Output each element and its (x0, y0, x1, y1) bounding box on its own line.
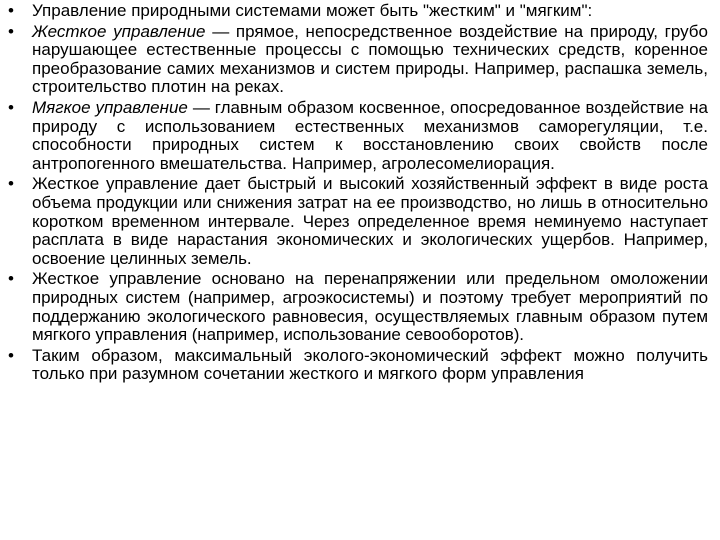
bullet-text: Жесткое управление дает быстрый и высокий хозяйственный эффект в виде роста объема продукции или снижения затрат на ее производство, но лишь в относительно коротком временном интервале. Через определенное время неминуемо наступает расплата в виде нарастания экономических и экологических ущербов. Например, освоение целинных земель. (32, 174, 708, 268)
definition-hard-management: — прямое, непосредственное воздействие на природу, грубо нарушающее естественные процессы с помощью технических средств, коренное преобразование самих механизмов и систем природы. Например, распашка земель, строительство плотин на реках. (32, 21, 708, 97)
bullet-item-hard-effect (8, 175, 708, 268)
bullet-icon: • (8, 269, 14, 289)
bullet-item-soft-management (8, 99, 708, 173)
term-hard-management: Жесткое управление (32, 21, 206, 41)
bullet-icon: • (8, 97, 14, 117)
bullet-icon: • (8, 345, 14, 365)
bullet-item-intro (8, 2, 708, 21)
bullet-icon: • (8, 21, 14, 41)
bullet-icon: • (8, 174, 14, 194)
bullet-item-hard-management (8, 23, 708, 97)
bullet-item-conclusion (8, 347, 708, 384)
bullet-text (32, 23, 708, 97)
bullet-text: Управление природными системами может быть "жестким" и "мягким": (32, 1, 593, 20)
definition-soft-management: — главным образом косвенное, опосредованное воздействие на природу с использованием естественных механизмов саморегуляции, т.е. способности природных систем к восстановлению своих свойств после антропогенного вмешательства. Например, агролесомелиорация. (32, 97, 708, 173)
bullet-text: Таким образом, максимальный эколого-экономический эффект можно получить только при разумном сочетании жесткого и мягкого форм управления (32, 345, 708, 384)
bullet-text: Жесткое управление основано на перенапряжении или предельном омоложении природных систем (например, агроэкосистемы) и поэтому требует мероприятий по поддержанию экологического равновесия, осуществляемых главным образом путем мягкого управления (например, использование севооборотов). (32, 269, 708, 345)
bullet-list (8, 2, 708, 386)
bullet-icon: • (8, 1, 14, 20)
bullet-item-hard-basis (8, 270, 708, 344)
term-soft-management: Мягкое управление (32, 97, 188, 117)
bullet-text (32, 99, 708, 173)
